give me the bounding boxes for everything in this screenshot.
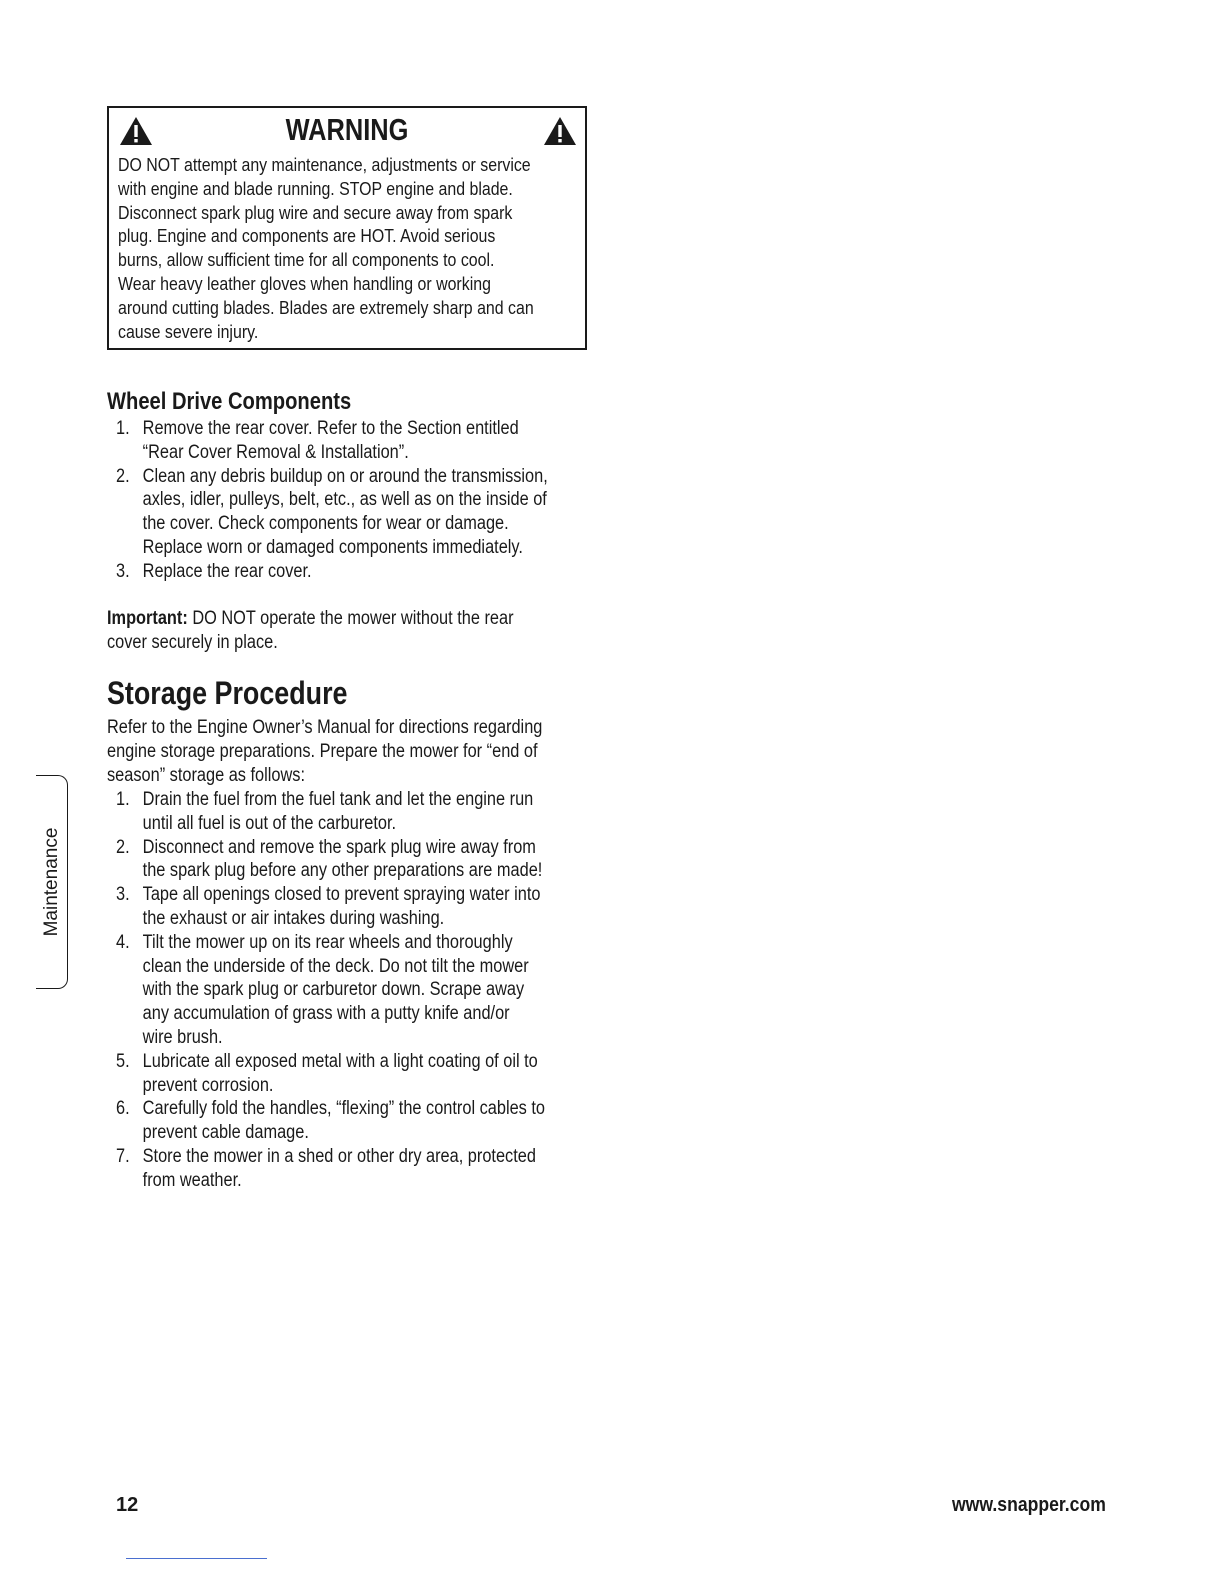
warning-triangle-icon — [543, 116, 577, 146]
list-item — [116, 1145, 545, 1193]
important-note — [107, 607, 514, 655]
warning-line: around cutting blades. Blades are extremely sharp and can — [118, 296, 534, 318]
important-text: DO NOT operate the mower without the rear — [187, 608, 514, 629]
step-number: 1. — [116, 418, 130, 439]
intro-line: engine storage preparations. Prepare the mower for “end of — [107, 740, 538, 762]
section-side-tab — [36, 775, 68, 989]
warning-line: Disconnect spark plug wire and secure away from spark — [118, 201, 513, 223]
wheel-drive-heading: Wheel Drive Components — [107, 388, 352, 415]
step-line: wire brush. — [142, 1026, 223, 1048]
step-number: 4. — [116, 931, 130, 953]
list-item — [116, 836, 545, 884]
list-item — [116, 931, 545, 1050]
page-number: 12 — [116, 1494, 139, 1516]
list-item — [116, 1097, 545, 1145]
step-number: 2. — [116, 836, 130, 858]
step-line: the cover. Check components for wear or damage. — [142, 513, 509, 535]
step-line: from weather. — [142, 1169, 242, 1191]
step-line: Tape all openings closed to prevent spraying water into — [142, 884, 541, 906]
step-number: 3. — [116, 560, 130, 582]
list-item — [116, 788, 545, 836]
footer-rule — [126, 1558, 267, 1559]
warning-box — [107, 106, 587, 350]
list-item — [116, 1050, 545, 1098]
important-label: Important: — [107, 608, 188, 629]
warning-line: Wear heavy leather gloves when handling or working — [118, 272, 491, 294]
step-number: 5. — [116, 1050, 130, 1072]
step-number: 2. — [116, 465, 130, 487]
step-line: prevent corrosion. — [142, 1074, 274, 1096]
step-line: any accumulation of grass with a putty knife and/or — [142, 1003, 510, 1025]
step-number: 7. — [116, 1145, 130, 1167]
important-text: cover securely in place. — [107, 631, 278, 653]
warning-text — [118, 153, 534, 343]
step-line: with the spark plug or carburetor down. Scrape away — [142, 979, 525, 1001]
step-line: Store the mower in a shed or other dry area, protected — [142, 1145, 536, 1167]
list-item — [116, 417, 548, 465]
warning-line: cause severe injury. — [118, 320, 259, 342]
step-line: Clean any debris buildup on or around the transmission, — [142, 465, 548, 487]
step-number: 3. — [116, 884, 130, 906]
wheel-drive-steps — [116, 417, 548, 584]
step-line: Replace the rear cover. — [142, 560, 312, 582]
warning-triangle-icon — [119, 116, 153, 146]
storage-intro — [107, 716, 542, 787]
step-line: axles, idler, pulleys, belt, etc., as well as on the inside of — [142, 489, 547, 511]
step-line: the spark plug before any other preparations are made! — [142, 860, 543, 882]
step-line: clean the underside of the deck. Do not tilt the mower — [142, 955, 529, 977]
side-tab-label: Maintenance — [40, 827, 62, 937]
storage-steps — [116, 788, 545, 1193]
step-line: “Rear Cover Removal & Installation”. — [142, 441, 409, 463]
step-line: Carefully fold the handles, “flexing” the control cables to — [142, 1098, 546, 1120]
step-line: Disconnect and remove the spark plug wire away from — [142, 836, 536, 858]
list-item — [116, 465, 548, 560]
warning-line: plug. Engine and components are HOT. Avoid serious — [118, 225, 496, 247]
intro-line: Refer to the Engine Owner’s Manual for directions regarding — [107, 717, 543, 738]
list-item — [116, 883, 545, 931]
step-number: 1. — [116, 789, 130, 810]
intro-line: season” storage as follows: — [107, 764, 306, 786]
warning-header — [109, 108, 585, 154]
step-line: Drain the fuel from the fuel tank and let the engine run — [142, 789, 534, 810]
warning-line: with engine and blade running. STOP engine and blade. — [118, 177, 513, 199]
step-line: Tilt the mower up on its rear wheels and thoroughly — [142, 931, 513, 953]
step-line: prevent cable damage. — [142, 1122, 309, 1144]
step-line: Replace worn or damaged components immediately. — [142, 536, 523, 558]
step-line: Remove the rear cover. Refer to the Section entitled — [142, 418, 519, 439]
step-line: until all fuel is out of the carburetor. — [142, 812, 397, 834]
warning-line: DO NOT attempt any maintenance, adjustments or service — [118, 154, 531, 175]
warning-line: burns, allow sufficient time for all components to cool. — [118, 249, 495, 271]
storage-heading: Storage Procedure — [107, 675, 348, 711]
warning-title: WARNING — [285, 112, 409, 147]
step-number: 6. — [116, 1098, 130, 1120]
step-line: Lubricate all exposed metal with a light coating of oil to — [142, 1050, 538, 1072]
step-line: the exhaust or air intakes during washing. — [142, 907, 445, 929]
list-item — [116, 560, 548, 584]
footer-url: www.snapper.com — [952, 1494, 1106, 1516]
